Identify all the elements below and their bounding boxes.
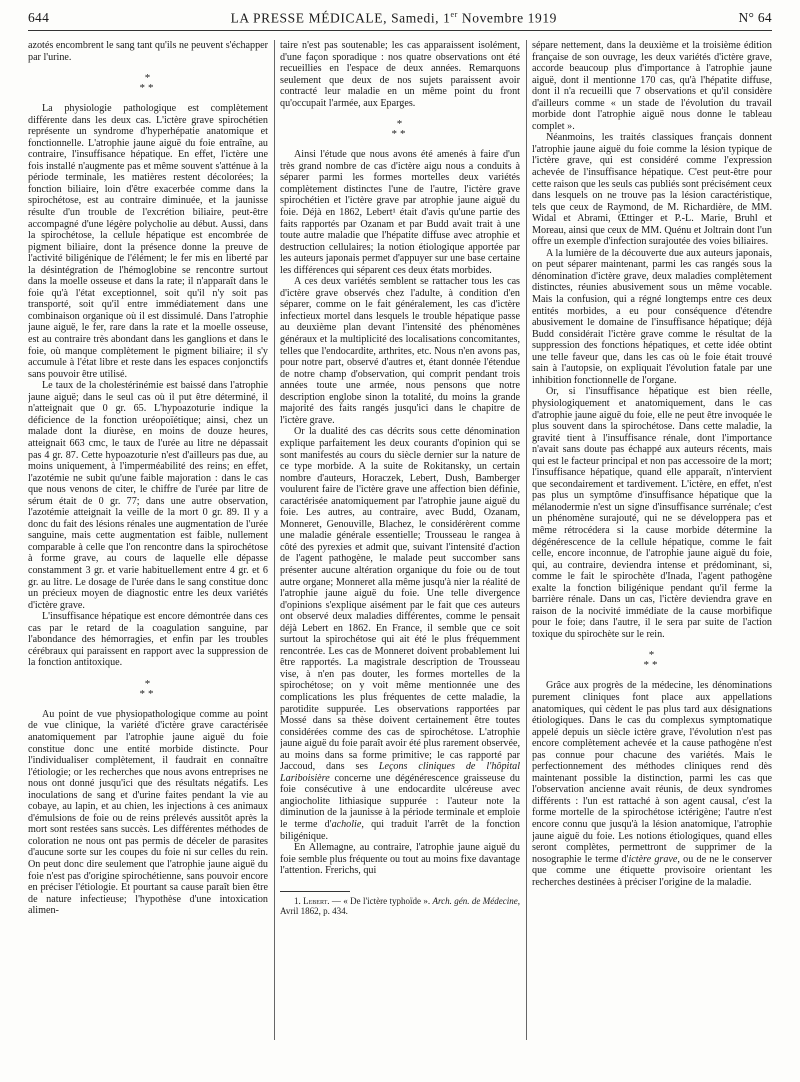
paragraph: azotés encombrent le sang tant qu'ils ne peuvent s'échapper par l'urine. (28, 40, 268, 63)
paragraph: Au point de vue physiopathologique comme au point de vue clinique, la variété d'ictère grave caractérisée anatomiquement par l'atrophie jaune aiguë du foie constitue donc une entité morbide distincte. Pour l'individualiser complètement, il faudrait en connaître l'étiologie; or les recherches que nous avons entreprises ne nous ont donné jusqu'ici que des résultats négatifs. Les inoculations de sang et d'urine faites pendant la vie au cobaye, au lapin, et au chien, les injections à ces animaux d'émulsions de foie ou de reins prélevés aussitôt après la mort sont restées sans succès. Les différentes méthodes de coloration ne nous ont pas permis de déceler de parasites d'aucune sorte sur les coupes du foie ni sur celles du rein. On peut donc dire seulement que l'atrophie jaune aiguë du foie n'est pas d'origine spirochétienne, sans pouvoir encore en préciser l'étiologie. Et pourtant sa cause paraît bien être de nature infectieuse; l'hypothèse d'une intoxication alimen- (28, 708, 268, 917)
book-title: Leçons cliniques de l'hôpital Lariboisière (280, 761, 520, 784)
issue-number: N° 64 (738, 10, 772, 25)
paragraph: Or la dualité des cas décrits sous cette dénomination explique parfaitement les deux courants d'opinion qui se sont manifestés au cours du siècle dernier sur la nature de ce type morbide. A la suite de Rokitansky, un certain nombre d'auteurs, Horaczek, Lebert, Dush, Bamberger voulurent faire de l'ictère grave une affection bien définie, caractérisée anatomiquement par l'atrophie jaune aiguë du foie. Les autres, au contraire, avec Budd, Ozanam, Monneret, Genouville, Blachez, le considérèrent comme une maladie générale essentielle; Trousseau le rangea à côté des pyrexies et admit que, suivant l'intensité d'action de l'agent pathogène, le malade peut succomber sans présenter aucune altération organique du foie ou de tout autre organe; Monneret alla même jusqu'à nier la réalité de l'atrophie jaune aiguë du foie. Une telle divergence d'opinions s'explique aisément par le fait que ces auteurs ont observé deux maladies différentes, comme le pensait déjà Lebert en 1862. En France, il semble que ce soit surtout la spirochétose qui ait été le plus fréquemment rencontrée. Les cas de Monneret doivent probablement lui être rapportés. La magistrale description de Trousseau vise, à n'en pas douter, les formes mortelles de la spirochétose; on y voit même mentionnée une des complications les plus fréquentes de cette maladie, la parotidite suppurée. Les observations rapportées par Mossé dans sa thèse doivent certainement être toutes considérées comme des cas de spirochétose. L'atrophie jaune aiguë du foie paraît avoir été plus rarement observée, au moins dans sa forme primitive; le cas rapporté par Jaccoud, dans ses Leçons cliniques de l'hôpital Lariboisière concerne une dégénérescence graisseuse du foie consécutive à une endocardite ulcéreuse avec angiocholite lithiasique suppurée : l'auteur note la diminution de la jaunisse à la période terminale et emploie le terme d'acholie, qui traduit l'arrêt de la fonction biligénique. (280, 426, 520, 842)
footnote: 1. Lebert. — « De l'ictère typhoïde ». Arch. gén. de Médecine, Avril 1862, p. 434. (280, 895, 520, 917)
term-acholie: acholie (331, 819, 362, 830)
journal-title-text: LA PRESSE MÉDICALE, Samedi, 1 (230, 10, 451, 26)
paragraph: taire n'est pas soutenable; les cas apparaissent isolément, d'une façon sporadique : nos quatre observations ont été recueillies en l'espace de deux années. Remarquons seulement que deux de nos sujets paraissent avoir contracté leur maladie en un même point du front qu'occupait l'armée, aux Eparges. (280, 40, 520, 109)
term-ictere-grave: ictère grave (628, 853, 678, 865)
paragraph: Néanmoins, les traités classiques français donnent l'atrophie jaune aiguë du foie comme la lésion typique de l'ictère grave, qui est considéré comme l'expression achevée de l'insuffisance hépatique. C'est peut-être pour cette raison que les seuls cas publiés sont précisément ceux dans lesquels on ne trouve pas la lésion caractéristique, tels que ceux de Raymond, de M. Richardière, de MM. Widal et Abrami, Œttinger et P.-L. Marie, Bruhl et Moreau, ainsi que ceux de MM. Quénu et Joltrain dont l'un offre un exemple d'infection surajoutée des voies biliaires. (532, 132, 772, 248)
footnote-rule (280, 891, 350, 892)
column-2 (280, 40, 520, 1075)
paragraph: L'insuffisance hépatique est encore démontrée dans ces cas par le retard de la coagulation sanguine, par l'abondance des hémorragies, et enfin par les troubles cérébraux qui paraissent en rapport avec la suppression de la fonction antitoxique. (28, 611, 268, 669)
section-ornament: * ** (139, 677, 157, 700)
paragraph: A la lumière de la découverte due aux auteurs japonais, on peut séparer maintenant, parmi les cas rangés sous la dénomination d'ictère grave, deux maladies complètement distinctes, réunies abusivement sous un même vocable. Mais la confusion, qui a régné longtemps entre ces deux entités morbides, a eu pour conséquence d'étendre abusivement le domaine de l'insuffisance hépatique; déjà Budd considérait l'ictère grave comme le résultat de la suppression des fonctions hépatiques, et cette idée obtint une telle faveur que, dans les cas où le foie était trouvé sain à l'autopsie, on expliquait l'évolution fatale par une inhibition fonctionnelle de l'organe. (532, 247, 772, 386)
column-3 (532, 40, 772, 1075)
paragraph: Ainsi l'étude que nous avons été amenés à faire d'un très grand nombre de cas d'ictère aigu nous a conduits à séparer parmi les formes mortelles deux variétés complètement distinctes l'une de l'autre, l'ictère grave spirochétien et l'ictère grave par atrophie jaune aiguë du foie. Déjà en 1862, Lebert¹ était d'avis qu'une partie des faits rapportés par Ozanam et par Budd avait trait à une toute autre maladie que l'hépatite diffuse avec atrophie et destruction cellulaires; la notion étiologique apportée par les auteurs japonais permet d'appuyer sur une base certaine les différences qui séparent ces deux états morbides. (280, 149, 520, 276)
section-ornament: * ** (139, 72, 157, 95)
paragraph: sépare nettement, dans la deuxième et la troisième édition française de son ouvrage, les deux variétés d'ictère grave, accorde beaucoup plus d'importance à l'atrophie jaune aiguë, dont il mentionne 170 cas, qu'à l'hépatite diffuse, dont il n'a recueilli que 7 observations et qu'il considère d'ailleurs comme « un stade de l'évolution du travail morbide dont l'atrophie aiguë nous donne le tableau complet ». (532, 40, 772, 132)
paragraph: Or, si l'insuffisance hépatique est bien réelle, physiologiquement et anatomiquement, dans le cas d'atrophie jaune aiguë du foie, elle ne peut être invoquée le plus souvent dans la spirochétose. Dans cette maladie, la gravité tient à l'insuffisance rénale, dont l'importance n'avait sans doute pas échappé aux auteurs récents, mais qui est le facteur principal et non pas accessoire de la mort; l'insuffisance hépatique, quand elle apparaît, n'intervient que secondairement et tardivement. L'ictère, en effet, n'est pas plus un symptôme d'insuffisance hépatique que la mélanodermie n'est un signe d'insuffisance surrénale; c'est un phénomène surajouté, qui ne se développera pas et même rétrocédera si la cause morbide détermine la dégénérescence de la cellule hépatique, comme le fait celle, encore inconnue, de l'atrophie jaune aiguë du foie, qui, au contraire, deviendra intense et prédominant, si, comme le fait le spirochète d'Inada, l'agent pathogène exalte la fonction biligénique pendant qu'il ferme la barrière rénale. Dans un cas, l'ictère deviendra grave en raison de la nocivité immédiate de la cause morbifique pour le foie; dans l'autre, il le sera par suite de l'action toxique du spirochète sur le rein. (532, 386, 772, 640)
paragraph: La physiologie pathologique est complètement différente dans les deux cas. L'ictère grave spirochétien représente un syndrome d'hyperhépatie anatomique et fonctionnelle. L'atrophie jaune aiguë du foie entraîne, au contraire, l'insuffisance hépatique. En effet, l'ictère une fois installé n'augmente pas et même souvent s'atténue à la période terminale, les matières restent décolorées; la fonction biliaire, loin d'être exacerbée comme dans la spirochétose, est au contraire diminuée, et la jaunisse résulte d'un trouble de l'excrétion biliaire, peut-être accompagné d'une légère polycholie au début. Aussi, dans la spirochétose, la cellule hépatique est encombrée de pigment biliaire, dont la présence donne la preuve de l'activité biligénique de l'élément; le fer mis en liberté par la désintégration de l'hémoglobine se rencontre surtout dans la moelle osseuse et dans la rate; il n'apparaît dans le foie qu'à l'état exceptionnel, soit qu'il n'y soit pas transporté, soit qu'il entre immédiatement dans une combinaison organique où il est dissimulé. Dans l'atrophie jaune aiguë, le fer, rare dans la rate et la moelle osseuse, est au contraire très abondant dans les ganglions et dans le foie, où manque complètement le pigment biliaire; il s'y accumule à l'état libre et reste dans les espaces conjonctifs sans pouvoir être utilisé. (28, 103, 268, 380)
date-superscript: er (450, 9, 458, 19)
paragraph: A ces deux variétés semblent se rattacher tous les cas d'ictère grave observés chez l'adulte, à condition d'en séparer, comme on le fait généralement, les cas d'ictère infectieux mortel dans lesquels le trouble hépatique passe au deuxième plan devant l'intensité des phénomènes généraux et la multiplicité des localisations concomitantes, telles que l'endocardite, arthrites, etc. Nous n'en avons pas, pour notre part, observé d'autres et, étant donnée l'étendue de notre champ d'observation, qui comprit pendant trois années toute une armée, nous pensons que notre description englobe sinon la totalité, du moins la grande majorité des faits rangés jusqu'ici dans le chapitre de l'ictère grave. (280, 276, 520, 426)
paragraph: Le taux de la cholestérinémie est baissé dans l'atrophie jaune aiguë; dans le seul cas où il put être déterminé, il n'atteignait que 0 gr. 65. L'hypoazoturie indique la déficience de la fonction uréopoïétique; ainsi, chez un malade dont la diurèse, en moins de douze heures, atteignait 663 cmc, le taux de l'urée au litre ne dépassait pas 4 gr. 87. Cette hypoazoturie n'est d'ailleurs pas due, au moins uniquement, à l'imperméabilité des reins; en effet, l'azotémie ne subit qu'une faible majoration : dans le cas que nous venons de citer, le chiffre de l'urée par litre de sérum était de 0 gr. 77; dans une autre observation, l'azotémie atteignait la veille de la mort 0 gr. 89. Il y a donc du fait des lésions rénales une augmentation de l'urée sanguine, mais cette augmentation est faible, nullement comparable à celle que l'on rencontre dans la spirochétose à forme grave, au cours de laquelle elle dépasse constamment 3 gr. et varie habituellement entre 4 gr. et 6 gr. au litre. Le dosage de l'urée dans le sang constitue donc un précieux moyen de diagnostic entre les deux variétés d'ictère grave. (28, 380, 268, 611)
page-number: 644 (28, 10, 50, 25)
column-rule-2 (526, 40, 527, 1040)
paragraph: En Allemagne, au contraire, l'atrophie jaune aiguë du foie semble plus fréquente ou tout au moins fixe davantage l'attention. Frerichs, qui (280, 842, 520, 877)
section-ornament: * ** (391, 118, 409, 141)
journal-title (231, 10, 557, 27)
section-ornament: * ** (643, 649, 661, 672)
journal-date: Novembre 1919 (457, 10, 558, 26)
running-header (28, 6, 772, 31)
column-rule-1 (274, 40, 275, 1040)
paragraph: Grâce aux progrès de la médecine, les dénominations purement cliniques font place aux appellations anatomiques, qui cèdent le pas plus tard aux désignations étiologiques. Dans le cas du complexus symptomatique appelé depuis un siècle ictère grave, l'évolution n'est pas encore complètement achevée et la cause pathogène n'est pas connue pour chacune des variétés. Mais le perfectionnement des méthodes cliniques rend dès maintenant possible la distinction, parmi les cas que l'observation ancienne avait réunis, de deux syndromes différents : l'un est rattaché à son agent causal, c'est la forme mortelle de la spirochétose ictérigène; l'autre n'est encore connu que jusqu'à la lésion anatomique, l'atrophie jaune aiguë du foie. Les notions étiologiques, quand elles seront complètes, permettront de supprimer de la nosographie le terme d'ictère grave, ou de ne le conserver que comme une étiquette provisoire orientant les recherches destinées à préciser l'origine de la maladie. (532, 680, 772, 888)
column-1 (28, 40, 268, 1075)
